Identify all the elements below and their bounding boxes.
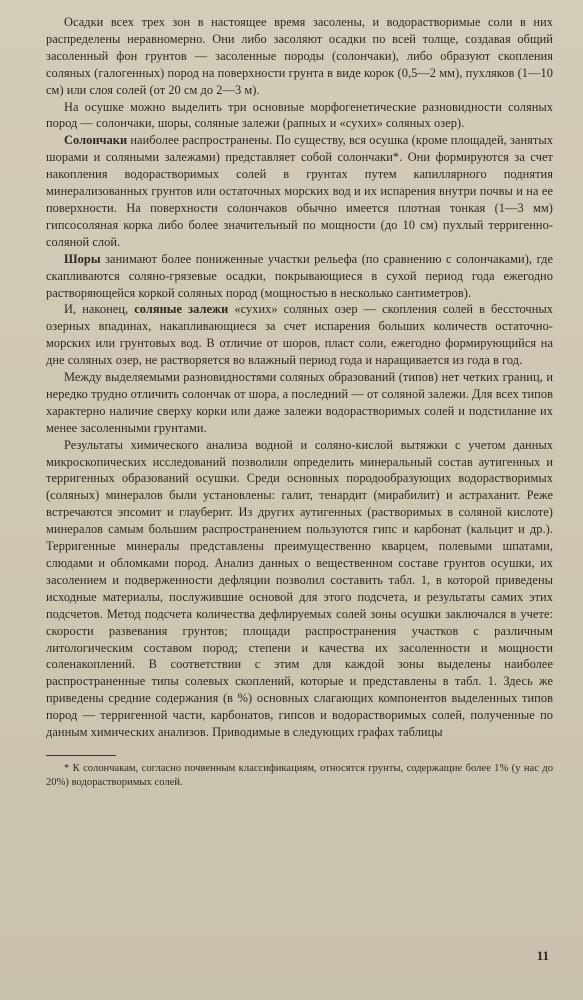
term-bold: Солончаки	[64, 133, 128, 148]
text-run: «сухих» соляных озер — скопления солей в бессточных озерных впадинах, накапливающиеся за счет испарения больших количеств остаточно-морских или грунтовых вод. В отличие от шоров, пласт соли, ежегодно формирующийся на дне соляных озер, не растворяется во влажный период года и наращивается из года в год.	[46, 302, 554, 368]
term-bold: соляные залежи	[134, 302, 229, 317]
paragraph	[46, 437, 553, 741]
paragraph	[46, 99, 553, 133]
paragraph	[46, 251, 553, 302]
paragraph	[46, 14, 553, 99]
text-run: Осадки всех трех зон в настоящее время засолены, и водорастворимые соли в них распределены неравномерно. Они либо засоляют осадки по всей толще, создавая общий засоленный фон грунтов — засоленные породы (солончаки), либо образуют скопления соляных (галогенных) пород на поверхности грунта в виде корок (0,5—2 мм), пухляков (1—10 см) или слоя солей (от 20 см до 2—3 м).	[46, 15, 553, 97]
text-run: Между выделяемыми разновидностями соляных образований (типов) нет четких границ, и нередко трудно отличить солончак от шора, а последний — от соляной залежи. Для всех типов характерно наличие сверху корки или даже залежи водорастворимых солей и подстилание их менее засоленными грунтами.	[46, 370, 553, 435]
term-bold: Шоры	[64, 251, 101, 266]
text-run: Результаты химического анализа водной и соляно-кислой вытяжки с учетом данных микроскопических исследований позволили определить минеральный состав аутигенных и терригенных образований осушки. Среди основных породообразующих водорастворимых (соляных) минералов были установлены: галит, тенардит (мирабилит) и астраханит. Реже встречаются эпсомит и глауберит. Из других аутигенных (растворимых в соляной кислоте) минералов самым большим распространением пользуются гипс и карбонат (кальцит и др.). Терригенные минералы представлены преимущественно кварцем, полевыми шпатами, слюдами и обломками пород. Анализ данных о вещественном составе грунтов осушки, их засолением и подверженности дефляции позволил составить табл. 1, в которой приведены исходные материалы, послужившие основой для этого подсчета, и результаты самих этих подсчетов. Метод подсчета количества дефлируемых солей зоны осушки заключался в учете: скорости развевания грунтов; площади распространения участков с различным литологическим составом пород; степени и качества их засоленности и мощности соленакоплений. В соответствии с этим для каждой зоны выделены наиболее распространенные типы солевых скоплений, которые и представлены в табл. 1. Здесь же приведены средние содержания (в %) основных слагающих компонентов выделенных типов пород — терригенной части, карбонатов, гипсов и водорастворимых солей, полученные по данным химических анализов. Приводимые в следующих графах таблицы	[46, 437, 553, 740]
text-run: занимают более пониженные участки рельефа (по сравнению с солончаками), где скапливаются соляно-грязевые осадки, покрывающиеся в сухой период года ежегодно растворяющейся коркой соляных пород (мощностью в несколько сантиметров).	[46, 251, 553, 300]
text-run: наиболее распространены. По существу, вся осушка (кроме площадей, занятых шорами и соляными залежами) представляет собой солончаки*. Они формируются за счет накопления водорастворимых солей в грунтах путем капиллярного поднятия минерализованных грунтов или остаточных морских вод и их испарения внутри почвы и на ее поверхности. На поверхности солончаков обычно имеется плотная тонкая (1—3 мм) гипсосоляная корка либо более значительный по мощности (до 10 см) пухлый терригенно-соляной слой.	[46, 133, 553, 249]
page-number: 11	[536, 948, 549, 963]
paragraph	[46, 132, 553, 250]
body-text	[46, 14, 553, 741]
text-run: На осушке можно выделить три основные морфогенетические разновидности соляных пород — солончаки, шоры, соляные залежи (рапных и «сухих» соляных озер).	[46, 99, 553, 131]
footnote-separator	[46, 755, 116, 756]
paragraph	[46, 369, 553, 437]
text-run: И, наконец,	[64, 302, 135, 317]
footnote: * К солончакам, согласно почвенным классификациям, относятся грунты, содержащие более 1% (у нас до 20%) водорастворимых солей.	[46, 762, 553, 789]
paragraph	[46, 301, 553, 369]
